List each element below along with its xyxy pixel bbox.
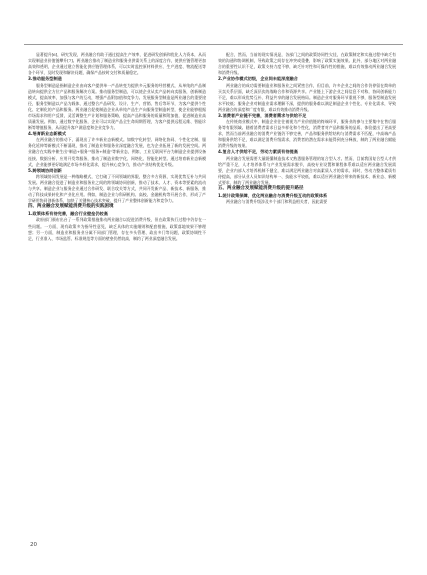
right-paragraph-4: 两业融合发展需要大量既懂制造技术又熟悉服务管理的复合型人才。然而，目前我国复合型人才供给严重不足，人才培养体系与产业发展需求脱节，高校专业设置和课程体系难以适应两业融合发展需要，企业内部人才培养机制不健全，难以满足两业融合对高素质人才的需求。同时，劳动力整体素质有待提高，部分从业人员知识结构单一、技能水平较低，难以适应两业融合带来的新技术、新业态、新模式要求，制约了两业融合发展。	[218, 155, 396, 186]
right-heading-talent-supply: 4.复合人才供给不足，劳动力素质有待提高	[218, 149, 298, 155]
left-paragraph-4: 跨领域协同发展是一种战略模式，它打破了不同领域的界限，整合多方资源，实现优势互补与共同发展。两业融合促进了制造业和服务业之间的跨领域协同创新，推动了技术、人才、资本等要素的流动与共享。制造企业与服务企业通过合作研发、联合攻关等方式，共同开发新产品、新技术、新服务，推动了科技成果转化和产业化应用。例如，制造企业与科研机构、高校、金融机构等开展合作，形成了产学研用协同创新体系，加快了关键核心技术突破，提升了产业整体创新能力和竞争力。	[28, 174, 206, 204]
left-paragraph-3: 在两业融合的推动下，涌现出了许多新业态新模式。如数字化转型、网络化协同、个性化定制、服务化延伸等新模式不断涌现，推动了制造业和服务业深度融合发展，也为企业拓展了新的发展空间。两业融合在实践中催生出"制造+服务""服务+制造"等新业态，例如，工业互联网平台为制造企业提供设备连接、数据分析、应用开发等服务，推动了制造业数字化、网络化、智能化转型。通过培育新业态新模式，企业能够更好地满足市场多样化需求，提升核心竞争力，推动产业结构优化升级。	[28, 137, 206, 167]
right-column	[218, 52, 396, 205]
right-heading-policy-guarantee: 1.统计政策保障，优化两业融合与消费升级互动的政策体系	[218, 192, 328, 198]
left-heading-promote-service-manufacturing: 3.推动服务型制造	[28, 76, 62, 82]
left-heading-cross-domain-innovation: 5.跨领域协同创新	[28, 167, 62, 173]
right-heading-consumer-chain: 3.消费者产业链不完善，消费者需求与供给不足	[218, 112, 307, 118]
section-heading-five: 五、两业融合发展赋能消费升级的提升路径	[218, 186, 304, 192]
header-rule	[24, 44, 403, 45]
left-column	[28, 52, 206, 242]
left-paragraph-5: 政府部门颁布出台了一系列政策措施推动两业融合以促进消费升级，但在政策执行过程中仍存在一些问题。一方面，现有政策多为指导性意见，缺乏具体的实施细则和配套措施，政策落地效果不够理想；另一方面，制造业和服务业分属不同部门管理，存在多头管理、政出多门等问题，政策协调性不足，行业准入、市场监管、标准规范等方面的壁垒仍然较高，制约了两业深度融合发展。	[28, 217, 206, 241]
page-number: 20	[30, 542, 37, 548]
left-heading-new-business-models: 4.培育新业态新模式	[28, 130, 67, 136]
right-paragraph-2: 两业融合的成功需要制造业和服务业之间紧密合作，但目前，许多企业之间的合作仍停留在简单的买卖关系层面，缺乏深层次的战略合作和资源共享。产业链上下游企业之间信息不对称，协同创新能力不足，难以形成优势互补、利益共享的融合发展格局。制造企业对服务环节重视不够，服务型制造发展水平较低；服务企业对制造业需求理解不深，提供的服务难以满足制造企业个性化、专业化需求，导致两业融合的深度和广度有限，难以有效推动消费升级。	[218, 82, 396, 112]
section-heading-four: 四、两业融合发展赋能消费升级的实践困境	[28, 204, 114, 210]
left-paragraph-1: 显著提升[6]，研究发现，两业融合有助于通过提高生产效率，促进研发创新和优化人力资本，从而实现制造业价值链攀升[7]。两业融合推动了制造业和服务业供需关系上的深度合作，使供应链管理更加高效和透明，企业通过建立智能化供应链管理体系，可以实时监控原材料供应、生产进度、物流配送等各个环节，及时发现和解决问题，确保产品按时交付和质量稳定。	[28, 52, 206, 76]
right-paragraph-3: 在传统商业模式中，制造企业往往被视为产业价值链的终端环节，服务业的参与主要集中在售后服务等有限领域。随着消费者需求日益多样化和个性化，消费者对产品和服务的品质、体验提出了更高要求，然而当前两业融合的消费产业链仍不够完善，产品和服务供给结构与消费需求不匹配，中高端产品和服务供给不足，难以满足消费升级需求，消费者的潜在需求未能得到充分释放，制约了两业融合赋能消费升级的效果。	[218, 119, 396, 149]
left-heading-policy-system: 1.政策体系有待完善，融合行业壁垒仍较高	[28, 211, 108, 217]
left-paragraph-2: 服务型制造是指制造企业由向客户提供单一产品转变为提供多元服务的经营模式，从单纯的产品制造转向提供全方位产品和服务解决方案。推动服务型制造，可以使企业从卖产品转向卖服务，创新制造模式，提高效率，加强与客户的互动，增强产品附加值和竞争力。发展服务型制造是两业融合的重要途径，服务型制造以产品为载体，通过整合产品研发、设计、生产、营销、售后等环节，为客户提供个性化、定制化的产品和服务。两业融合促使制造企业从单纯产品生产向服务型制造转型，使企业能够根据市场需求和用户反馈，灵活调整生产计划和服务策略，提高产品和服务的质量和附加值，促进制造业高质量发展。例如，通过数字化服务，企业可以实现产品全生命周期管理，为客户提供远程运维、智能诊断等增值服务，从而提升客户满意度和企业竞争力。	[28, 82, 206, 130]
right-paragraph-1: 配合，然而，当前的现实情况是，各部门之间的政策协同性欠佳，在政策制定和实施过程中缺乏有效的沟通和协调机制，导致政策之间存在冲突或重叠，影响了政策实施效果。此外，部分地区对两业融合的重要性认识不足，政策支持力度不够，缺乏针对性和可操作性的措施，难以有效推动两业融合发展和消费升级。	[218, 52, 396, 76]
right-paragraph-5: 两业融合与消费升级涉及多个部门和利益相关者，因此需要	[226, 199, 328, 205]
right-heading-industrial-cooperation: 2.产业协作模式初级，企业间未能深度融合	[218, 76, 298, 82]
